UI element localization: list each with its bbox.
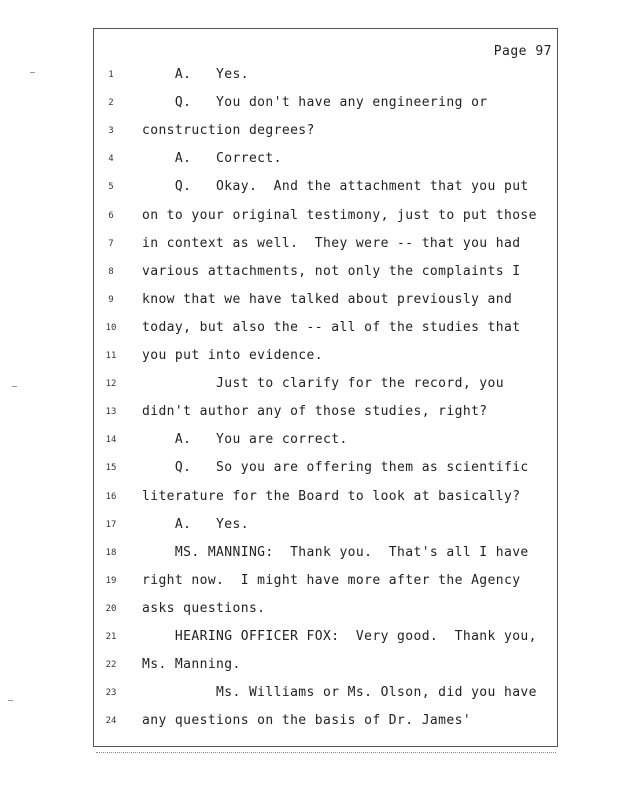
transcript-line bbox=[100, 66, 552, 94]
transcript-line bbox=[100, 712, 552, 740]
transcript-line bbox=[100, 600, 552, 628]
transcript-line bbox=[100, 628, 552, 656]
line-text: didn't author any of those studies, right? bbox=[142, 404, 488, 420]
line-number: 9 bbox=[108, 294, 114, 305]
line-text: A. You are correct. bbox=[142, 432, 348, 448]
line-text: Q. So you are offering them as scientific bbox=[142, 460, 529, 476]
line-text: Ms. Williams or Ms. Olson, did you have bbox=[142, 685, 537, 701]
line-text: today, but also the -- all of the studies that bbox=[142, 319, 521, 335]
line-text: you put into evidence. bbox=[142, 348, 323, 363]
line-number: 8 bbox=[108, 266, 114, 277]
line-text: on to your original testimony, just to put those bbox=[142, 207, 537, 223]
line-number: 19 bbox=[105, 575, 117, 586]
scan-speck bbox=[30, 72, 35, 73]
line-number: 20 bbox=[105, 603, 117, 614]
line-text: A. Correct. bbox=[142, 151, 282, 167]
transcript-line bbox=[100, 94, 552, 122]
line-number: 14 bbox=[105, 435, 117, 446]
transcript-line bbox=[100, 122, 552, 150]
line-number: 24 bbox=[105, 716, 117, 727]
transcript-line bbox=[100, 178, 552, 206]
transcript-line bbox=[100, 403, 552, 431]
transcript-line bbox=[100, 263, 552, 291]
line-number: 10 bbox=[105, 322, 117, 333]
page-number: Page 97 bbox=[493, 44, 552, 59]
line-text: Ms. Manning. bbox=[142, 657, 241, 673]
line-number: 17 bbox=[105, 519, 117, 530]
line-text: know that we have talked about previously and bbox=[142, 291, 513, 307]
line-number: 1 bbox=[108, 70, 114, 80]
line-number: 3 bbox=[108, 126, 114, 137]
line-text: in context as well. They were -- that you had bbox=[142, 235, 521, 251]
line-number: 7 bbox=[108, 238, 114, 249]
transcript-line bbox=[100, 656, 552, 684]
transcript-line bbox=[100, 572, 552, 600]
line-text: asks questions. bbox=[142, 600, 266, 616]
transcript-line bbox=[100, 207, 552, 235]
line-number: 23 bbox=[105, 688, 117, 699]
line-text: Just to clarify for the record, you bbox=[142, 376, 504, 392]
line-number: 22 bbox=[105, 660, 117, 671]
scan-speck bbox=[12, 386, 17, 387]
transcript-line bbox=[100, 544, 552, 572]
line-text: HEARING OFFICER FOX: Very good. Thank you, bbox=[142, 629, 537, 644]
line-text: Q. Okay. And the attachment that you put bbox=[142, 179, 529, 195]
scan-speck bbox=[8, 700, 13, 701]
line-text: MS. MANNING: Thank you. That's all I have bbox=[142, 544, 529, 560]
line-number: 18 bbox=[105, 547, 117, 558]
transcript-line bbox=[100, 488, 552, 516]
line-number: 11 bbox=[105, 351, 117, 361]
line-number: 21 bbox=[105, 632, 117, 642]
transcript-line bbox=[100, 431, 552, 459]
transcript-line bbox=[100, 235, 552, 263]
line-number: 2 bbox=[108, 98, 114, 109]
line-number: 13 bbox=[105, 407, 117, 418]
transcript-line bbox=[100, 347, 552, 375]
line-number: 4 bbox=[108, 154, 114, 165]
line-number: 6 bbox=[108, 210, 114, 221]
line-number: 15 bbox=[105, 463, 117, 474]
transcript-line bbox=[100, 684, 552, 712]
line-text: any questions on the basis of Dr. James' bbox=[142, 713, 472, 729]
line-text: Q. You don't have any engineering or bbox=[142, 95, 488, 111]
transcript-line bbox=[100, 459, 552, 487]
line-text: various attachments, not only the complaints I bbox=[142, 263, 521, 279]
transcript-line bbox=[100, 375, 552, 403]
transcript-line bbox=[100, 319, 552, 347]
bottom-rule bbox=[96, 752, 556, 753]
line-text: right now. I might have more after the Agency bbox=[142, 572, 521, 588]
line-text: A. Yes. bbox=[142, 67, 249, 82]
line-text: A. Yes. bbox=[142, 516, 249, 532]
line-text: construction degrees? bbox=[142, 123, 315, 139]
line-number: 5 bbox=[108, 182, 114, 193]
line-number: 16 bbox=[105, 491, 117, 502]
line-text: literature for the Board to look at basically? bbox=[142, 488, 521, 504]
line-number: 12 bbox=[105, 379, 117, 390]
transcript-line bbox=[100, 150, 552, 178]
transcript-line bbox=[100, 516, 552, 544]
transcript-line bbox=[100, 291, 552, 319]
